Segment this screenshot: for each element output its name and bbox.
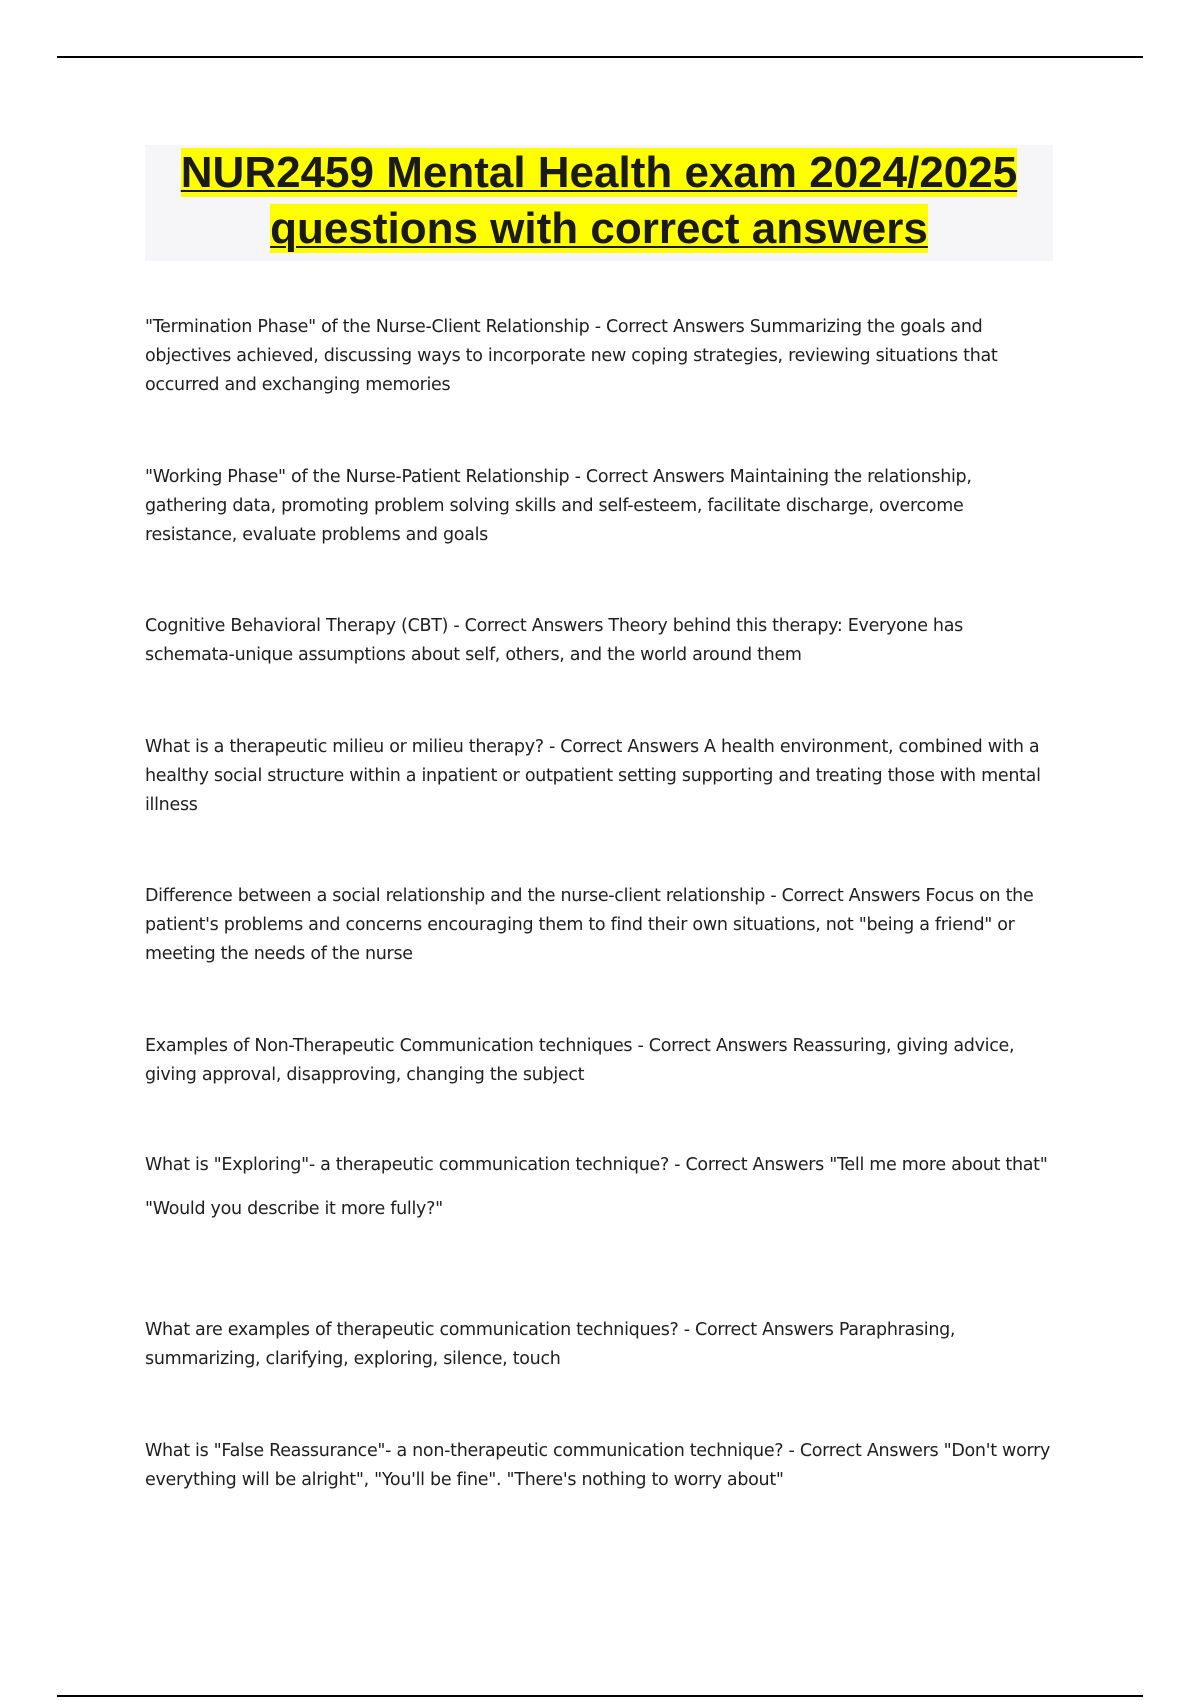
qa-text: What is "Exploring"- a therapeutic communication technique? - Correct Answers "Tell me more about that"	[145, 1155, 1048, 1175]
qa-entry-termination-phase	[145, 313, 1053, 400]
qa-entry-working-phase	[145, 463, 1053, 550]
qa-entry-non-therapeutic-examples	[145, 1032, 1053, 1090]
qa-text: What are examples of therapeutic communication techniques? - Correct Answers Paraphrasing, summarizing, clarifying, exploring, silence, touch	[145, 1320, 956, 1369]
qa-text: Examples of Non-Therapeutic Communication techniques - Correct Answers Reassuring, giving advice, giving approval, disapproving, changing the subject	[145, 1036, 1015, 1085]
document-body	[145, 145, 1053, 1490]
document-title	[145, 145, 1053, 257]
qa-text: Difference between a social relationship and the nurse-client relationship - Correct Answers Focus on the patient's problems and concerns encouraging them to find their own situations, not "being a friend" or meeting the needs of the nurse	[145, 886, 1034, 964]
qa-text: Cognitive Behavioral Therapy (CBT) - Correct Answers Theory behind this therapy: Everyone has schemata-unique assumptions about self, others, and the world around them	[145, 616, 963, 665]
title-highlight: NUR2459 Mental Health exam 2024/2025 questions with correct answers	[180, 148, 1018, 253]
qa-entry-social-vs-nurse-client	[145, 882, 1053, 969]
qa-entry-cbt	[145, 612, 1053, 670]
qa-entry-false-reassurance	[145, 1437, 1053, 1495]
qa-entry-exploring	[145, 1151, 1053, 1224]
qa-entry-therapeutic-examples	[145, 1316, 1053, 1374]
qa-extra-text: "Would you describe it more fully?"	[145, 1199, 443, 1219]
qa-text: What is "False Reassurance"- a non-therapeutic communication technique? - Correct Answers "Don't worry everything will be alright", "You'll be fine". "There's nothing to worry about"	[145, 1441, 1051, 1490]
qa-text: "Termination Phase" of the Nurse-Client Relationship - Correct Answers Summarizing the goals and objectives achieved, discussing ways to incorporate new coping strategies, reviewing situations that occurred and exchanging memories	[145, 317, 998, 395]
footer-rule	[57, 1695, 1143, 1697]
header-rule	[57, 56, 1143, 58]
qa-text: "Working Phase" of the Nurse-Patient Relationship - Correct Answers Maintaining the relationship, gathering data, promoting problem solving skills and self-esteem, facilitate discharge, overcome resistance, evaluate problems and goals	[145, 467, 972, 545]
qa-text: What is a therapeutic milieu or milieu therapy? - Correct Answers A health environment, combined with a healthy social structure within a inpatient or outpatient setting supporting and treating those with mental illness	[145, 737, 1041, 815]
title-band	[145, 145, 1053, 261]
qa-entry-milieu-therapy	[145, 733, 1053, 820]
